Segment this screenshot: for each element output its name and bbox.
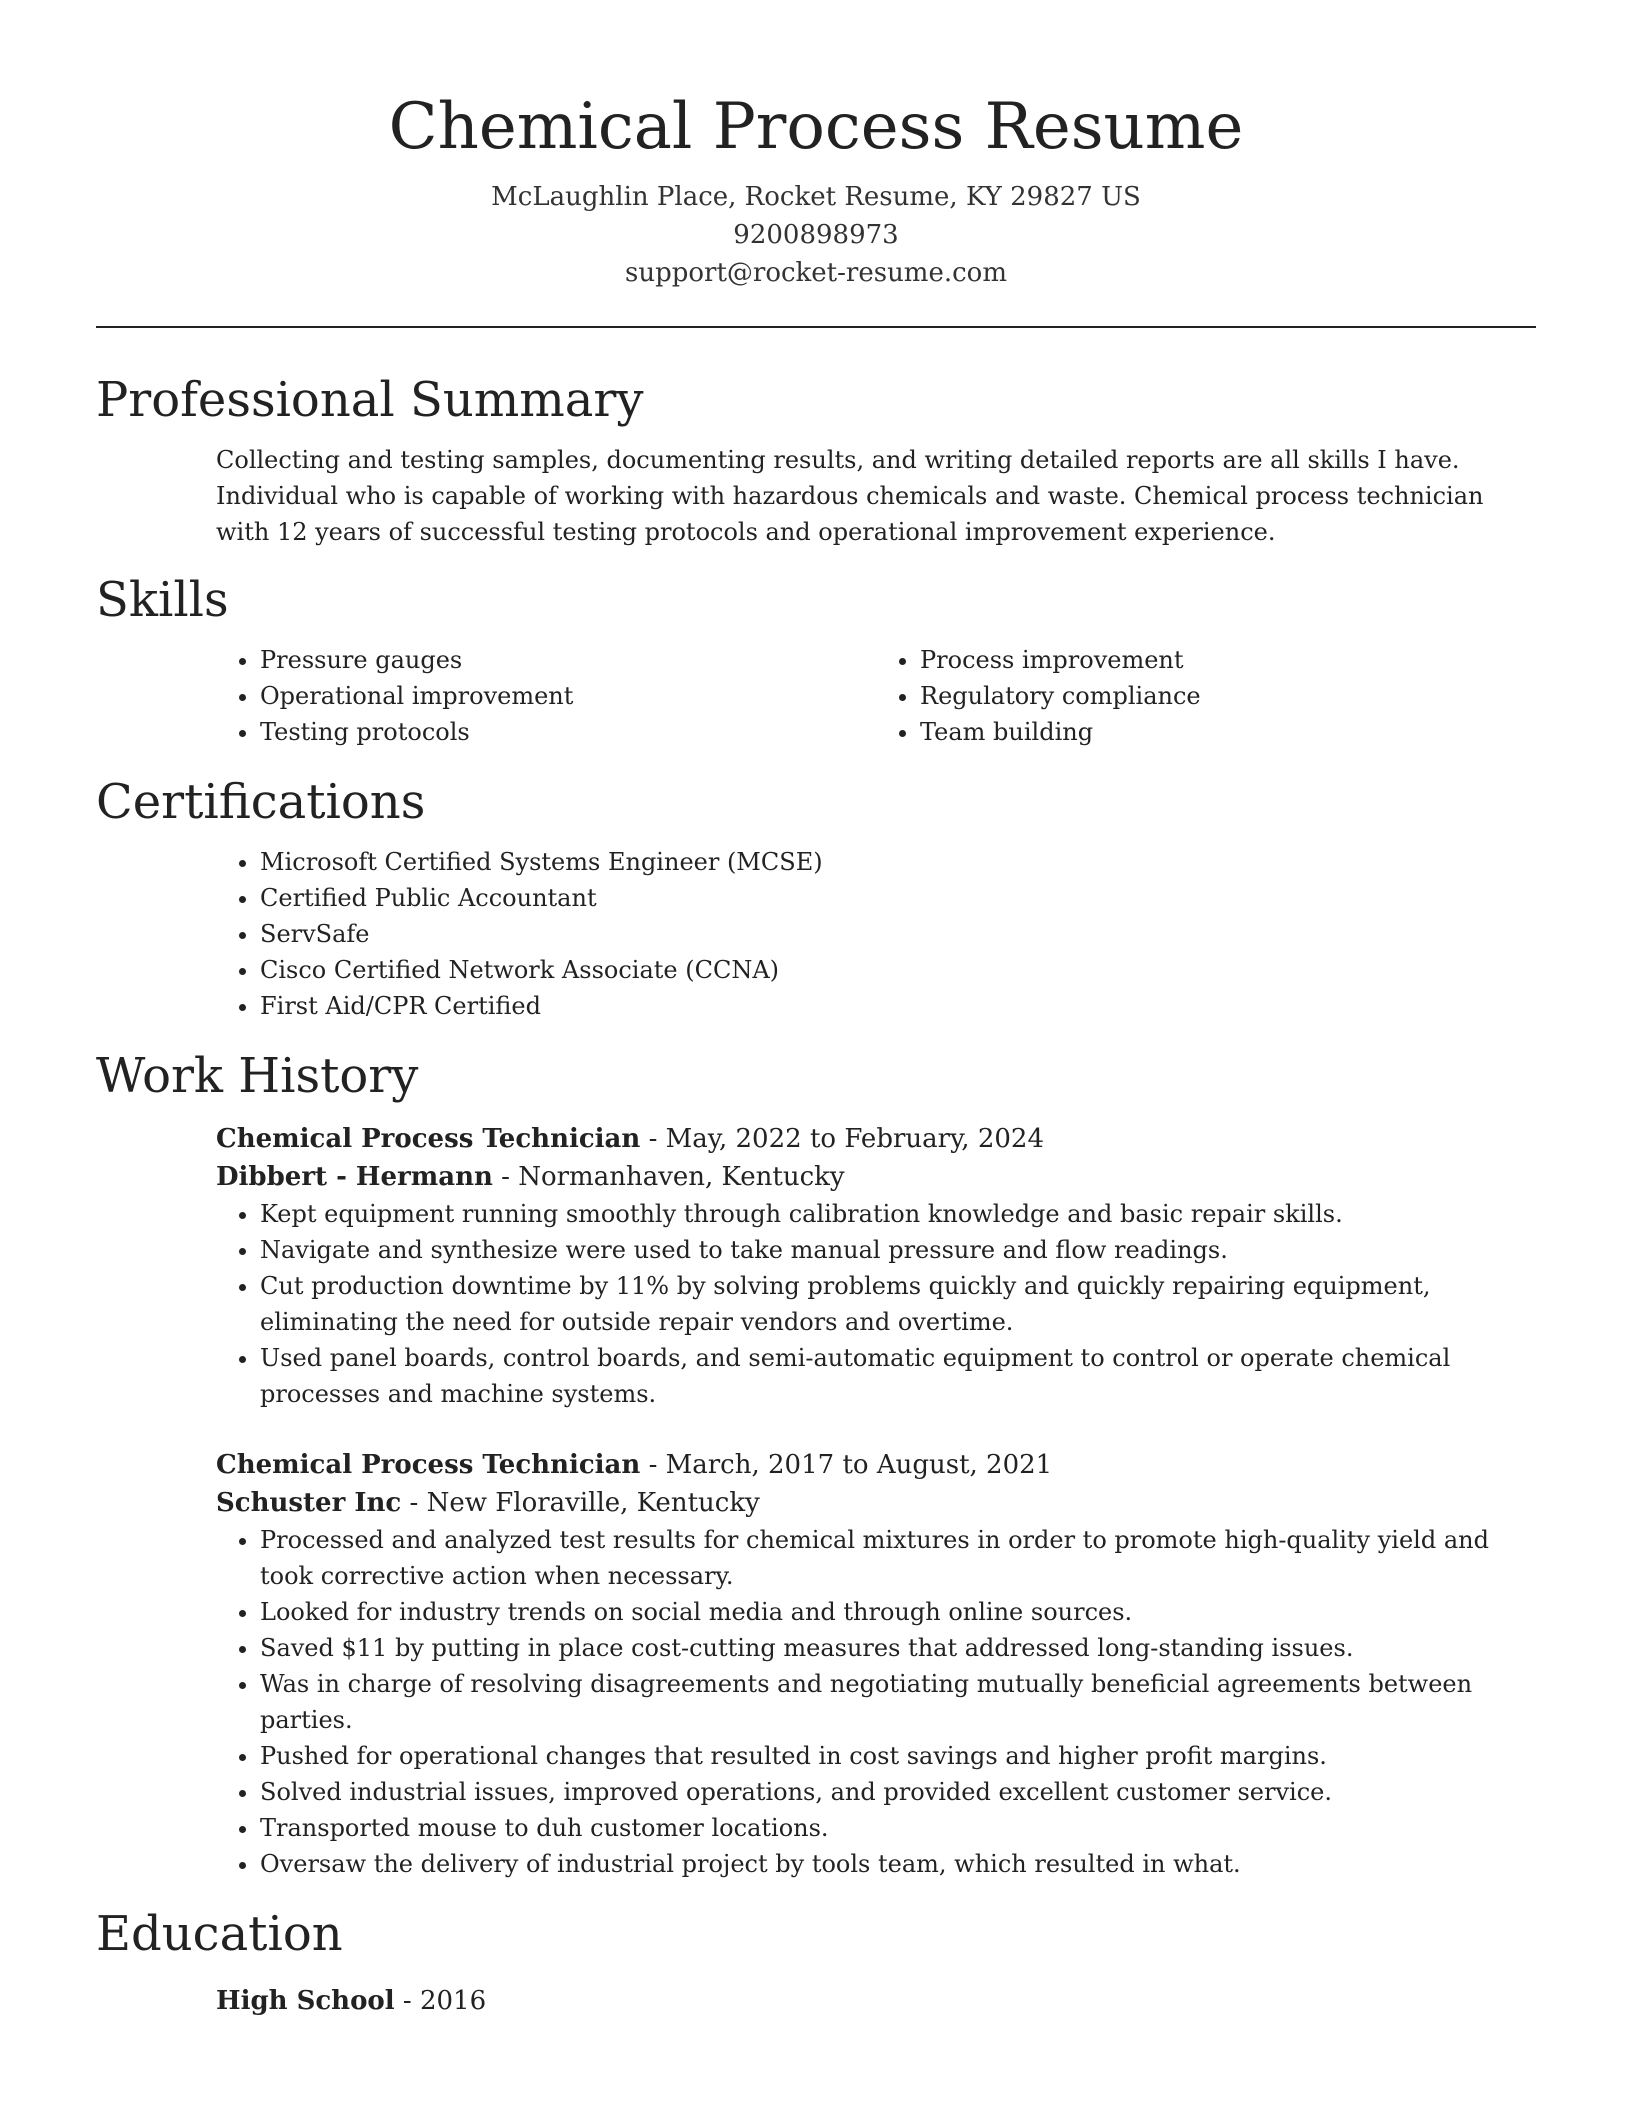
education-line	[216, 1982, 1536, 2020]
job-bullet: • Oversaw the delivery of industrial project by tools team, which resulted in what.	[260, 1846, 1536, 1882]
certifications-block	[216, 844, 1536, 1024]
job-dates: - March, 2017 to August, 2021	[640, 1450, 1053, 1480]
skills-right-list	[876, 642, 1536, 750]
contact-address: McLaughlin Place, Rocket Resume, KY 29827 US	[491, 182, 1141, 212]
certification-item: • Microsoft Certified Systems Engineer (MCSE)	[260, 844, 1536, 880]
job-bullet: • Looked for industry trends on social media and through online sources.	[260, 1594, 1536, 1630]
skills-left-list	[216, 642, 876, 750]
header-divider	[96, 326, 1536, 328]
job-title: Chemical Process Technician	[216, 1450, 641, 1480]
certification-item: • First Aid/CPR Certified	[260, 988, 1536, 1024]
skills-block	[216, 642, 1536, 750]
job-company-line	[216, 1158, 1536, 1196]
section-title-summary: Professional Summary	[96, 372, 644, 428]
job-bullet: • Processed and analyzed test results for chemical mixtures in order to promote high-quality yield and took corrective action when necessary.	[260, 1522, 1536, 1594]
job-bullet: • Used panel boards, control boards, and semi-automatic equipment to control or operate chemical processes and machine systems.	[260, 1340, 1536, 1412]
job-bullet: • Cut production downtime by 11% by solving problems quickly and quickly repairing equipment, eliminating the need for outside repair vendors and overtime.	[260, 1268, 1536, 1340]
job-bullet: • Navigate and synthesize were used to take manual pressure and flow readings.	[260, 1232, 1536, 1268]
job-bullet: • Was in charge of resolving disagreements and negotiating mutually beneficial agreements between parties.	[260, 1666, 1536, 1738]
job-bullets	[216, 1522, 1536, 1882]
contact-block	[96, 178, 1536, 292]
skill-item: • Testing protocols	[260, 714, 876, 750]
skill-item: • Operational improvement	[260, 678, 876, 714]
contact-phone: 9200898973	[733, 220, 899, 250]
job-location: - Normanhaven, Kentucky	[492, 1162, 845, 1192]
job-title-line	[216, 1120, 1536, 1158]
certification-item: • Certified Public Accountant	[260, 880, 1536, 916]
education-year: - 2016	[394, 1986, 487, 2016]
job-entry	[216, 1120, 1536, 1412]
skill-item: • Team building	[920, 714, 1536, 750]
certifications-list	[216, 844, 1536, 1024]
resume-title: Chemical Process Resume	[388, 90, 1244, 164]
job-company-line	[216, 1484, 1536, 1522]
job-dates: - May, 2022 to February, 2024	[640, 1124, 1044, 1154]
education-block	[216, 1982, 1536, 2020]
job-company: Schuster Inc	[216, 1488, 402, 1518]
job-bullet: • Kept equipment running smoothly through calibration knowledge and basic repair skills.	[260, 1196, 1536, 1232]
skills-grid	[216, 642, 1536, 750]
job-bullet: • Solved industrial issues, improved operations, and provided excellent customer service.	[260, 1774, 1536, 1810]
resume-page	[96, 0, 1536, 2020]
summary-block	[216, 442, 1536, 550]
skill-item: • Regulatory compliance	[920, 678, 1536, 714]
summary-text: Collecting and testing samples, documenting results, and writing detailed reports are all skills I have. Individual who is capable of working with hazardous chemicals and waste. Chemical process technician with 12 years of successful testing protocols and operational improvement experience.	[216, 446, 1484, 546]
job-bullet: • Transported mouse to duh customer locations.	[260, 1810, 1536, 1846]
job-title: Chemical Process Technician	[216, 1124, 641, 1154]
certification-item: • ServSafe	[260, 916, 1536, 952]
certification-item: • Cisco Certified Network Associate (CCNA)	[260, 952, 1536, 988]
section-title-skills: Skills	[96, 572, 229, 628]
job-company: Dibbert - Hermann	[216, 1162, 493, 1192]
job-bullets	[216, 1196, 1536, 1412]
job-bullet: • Pushed for operational changes that resulted in cost savings and higher profit margins.	[260, 1738, 1536, 1774]
job-title-line	[216, 1446, 1536, 1484]
job-entry	[216, 1446, 1536, 1882]
work-history-block	[216, 1120, 1536, 1882]
skill-item: • Process improvement	[920, 642, 1536, 678]
contact-email: support@rocket-resume.com	[624, 258, 1007, 288]
education-degree: High School	[216, 1986, 395, 2016]
job-bullet: • Saved $11 by putting in place cost-cutting measures that addressed long-standing issues.	[260, 1630, 1536, 1666]
skill-item: • Pressure gauges	[260, 642, 876, 678]
section-title-education: Education	[96, 1906, 343, 1962]
section-title-work-history: Work History	[96, 1048, 419, 1104]
job-location: - New Floraville, Kentucky	[401, 1488, 760, 1518]
section-title-certifications: Certifications	[96, 774, 426, 830]
